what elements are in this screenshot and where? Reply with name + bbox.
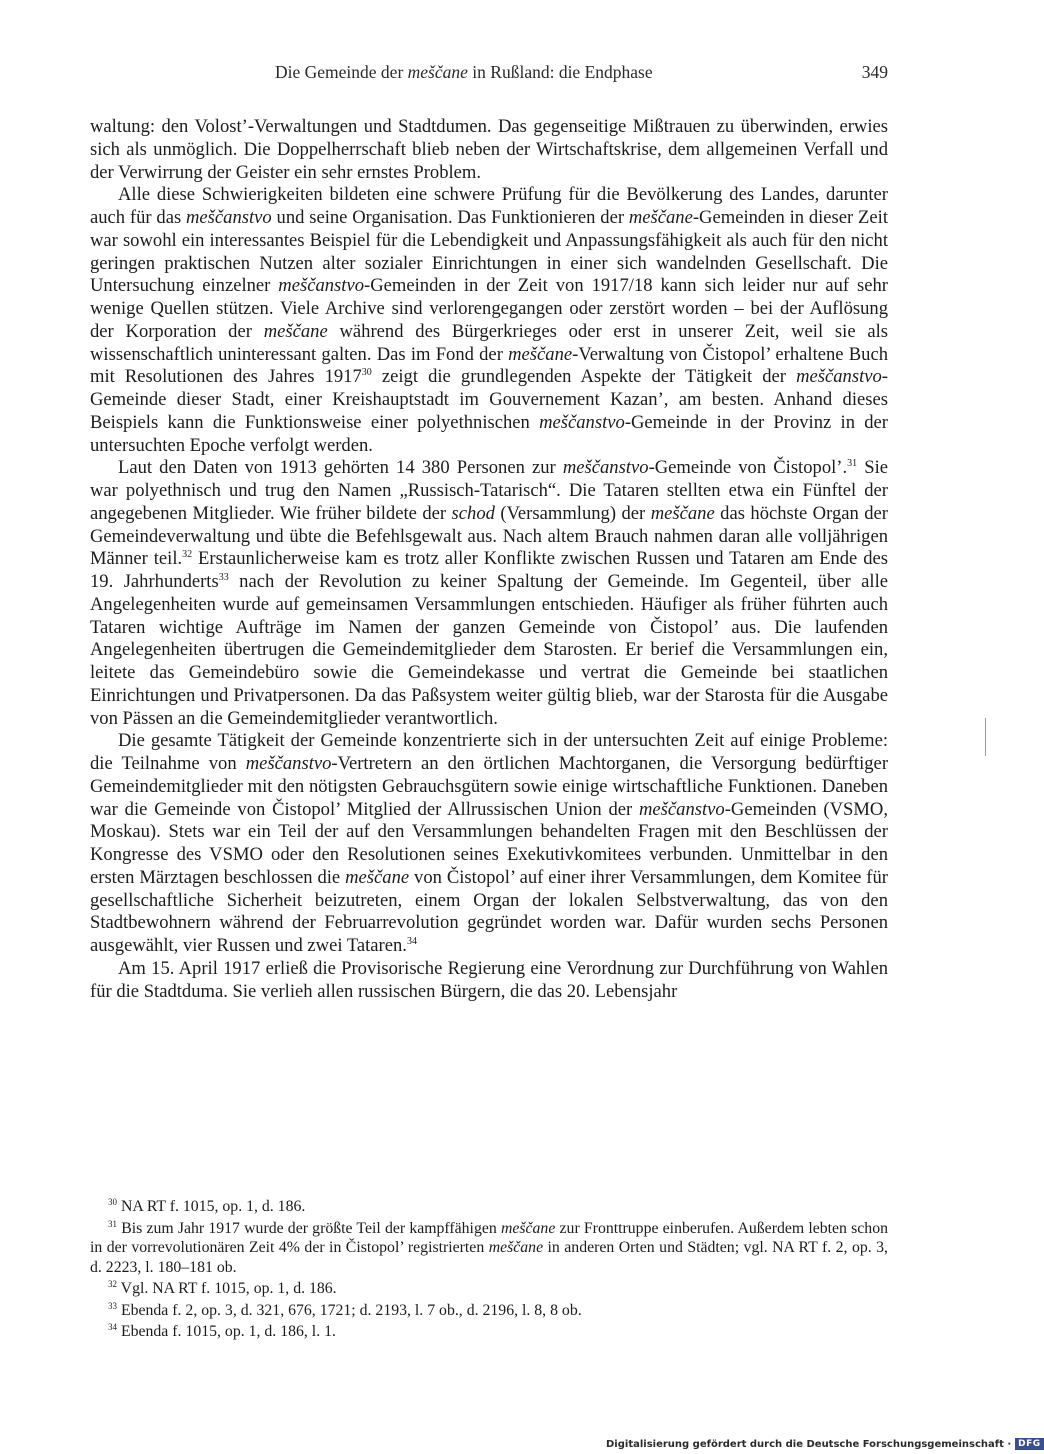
text-run: und seine Organisation. Das Funktionieren der (271, 207, 629, 228)
italic-term: meščane (345, 866, 410, 888)
footnote-ref: 33 (108, 1300, 117, 1311)
italic-term: meščane (508, 343, 573, 365)
text-run: nach der Revolution zu keiner Spaltung der Gemeinde. Im Gegenteil, über alle Angelegenheiten wurde auf gemeinsamen Versammlungen entschieden. Häufiger als früher führten auch Tataren wichtige Aufträge im Namen der ganzen Gemeinde von Čistopol’ aus. Die laufenden Angelegenheiten übertrugen die Gemeindemitglieder dem Starosten. Er berief die Versammlungen ein, leitete das Gemeindebüro sowie die Gemeindekasse und vertrat die Gemeinde bei staatlichen Einrichtungen und Privatpersonen. Da das Paßsystem weiter gültig blieb, war der Starosta für die Ausgabe von Pässen an die Gemeindemitglieder verantwortlich. (90, 571, 889, 729)
page-number: 349 (861, 62, 888, 82)
footnote-ref: 31 (108, 1218, 117, 1229)
italic-term: meščane (650, 502, 715, 524)
text-run: Laut den Daten von 1913 gehörten 14 380 Personen zur (118, 457, 563, 479)
text-run: Bis zum Jahr 1917 wurde der größte Teil der kampffähigen (117, 1219, 501, 1237)
text-run: -Gemeinde in der Provinz in der untersuchten Epoche verfolgt werden. (90, 411, 888, 456)
text-run: das höchste Organ der Gemeindeverwaltung und übte die Befehlsgewalt aus. Nach altem Brauch nahmen daran alle volljährigen Männer teil. (90, 502, 888, 570)
italic-term: meščanstvo (639, 798, 725, 820)
margin-mark (985, 718, 986, 756)
text-run: -Verwaltung von Čistopol’ erhaltene Buch mit Resolutionen des Jahres 1917 (90, 343, 889, 388)
italic-term: meščanstvo (539, 411, 625, 433)
footnote (90, 1301, 888, 1321)
text-run: von Čistopol’ auf einer ihrer Versammlungen, dem Komitee für gesellschaftliche Sicherheit beizutreten, einem Organ der lokalen Selbstverwaltung, das von den Stadtbewohnern während der Februarrevolution gegründet worden war. Dafür wurden sechs Personen ausgewählt, vier Russen und zwei Tataren. (90, 866, 888, 956)
italic-term: meščane (500, 1219, 556, 1237)
footnote-ref: 33 (218, 572, 229, 583)
text-run: -Vertretern an den örtlichen Machtorganen, die Versorgung bedürftiger Gemeindemitglieder mit den nötigsten Gebrauchsgütern sowie einige wirtschaftliche Funktionen. Daneben war die Gemeinde von Čistopol’ Mitglied der Allrussischen Union der (90, 753, 889, 820)
running-header (90, 62, 888, 88)
italic-term: schod (451, 502, 495, 524)
footnote-ref: 30 (361, 367, 372, 379)
text-run: Ebenda f. 2, op. 3, d. 321, 676, 1721; d. 2193, l. 7 ob., d. 2196, l. 8, 8 ob. (117, 1301, 582, 1319)
running-title-post: in Rußland: die Endphase (467, 62, 653, 82)
body-text (90, 116, 888, 1003)
footnote (90, 1197, 888, 1217)
italic-term: meščanstvo (562, 457, 649, 479)
text-run: -Gemeinde von Čistopol’. (648, 457, 848, 479)
text-run: Ebenda f. 1015, op. 1, d. 186, l. 1. (117, 1323, 336, 1340)
text-run: Die gesamte Tätigkeit der Gemeinde konzentrierte sich in der untersuchten Zeit auf einige Probleme: die Teilnahme von (90, 730, 888, 774)
italic-term: meščane (263, 320, 328, 342)
footnote-ref: 34 (406, 936, 417, 947)
funding-note (606, 1437, 1044, 1451)
paragraph (90, 457, 888, 730)
footnote-ref: 32 (182, 549, 193, 561)
italic-term: meščanstvo (245, 753, 332, 774)
text-run: in anderen Orten und Städten; vgl. NA RT f. 2, op. 3, d. 2223, l. 180–181 ob. (90, 1239, 888, 1276)
dfg-logo: DFG (1015, 1438, 1044, 1450)
paragraph (90, 730, 888, 958)
text-run: während des Bürgerkrieges oder erst in unserer Zeit, weil sie als wissenschaftlich uninteressant galten. Das im Fond der (90, 320, 888, 365)
text-run: NA RT f. 1015, op. 1, d. 186. (117, 1198, 306, 1215)
footnote-ref: 34 (108, 1322, 117, 1332)
text-run: -Gemeinden in der Zeit von 1917/18 kann sich leider nur auf sehr wenige Quellen stützen. Viele Archive sind verlorengegangen oder zerstört worden – bei der Auflösung der Korporation der (90, 275, 888, 342)
running-title-pre: Die Gemeinde der (275, 62, 408, 82)
italic-term: meščanstvo (796, 366, 882, 388)
text-run: -Gemeinde dieser Stadt, einer Kreishauptstadt im Gouvernement Kazan’, am besten. Anhand dieses Beispiels kann die Funktionsweise einer polyethnischen (90, 366, 888, 433)
text-run: -Gemeinden in dieser Zeit war sowohl ein interessantes Beispiel für die Lebendigkeit und Anpassungsfähigkeit als auch für den nicht geringen praktischen Nutzen alter sozialer Einrichtungen in einer sich wandelnden Gesellschaft. Die Untersuchung einzelner (90, 207, 888, 297)
italic-term: meščanstvo (186, 207, 272, 228)
text-run: -Gemeinden (VSMO, Moskau). Stets war ein Teil der auf den Versammlungen behandelten Fragen mit den Beschlüssen der Kongresse des VSMO oder den Resolutionen seines Exekutivkomitees verbunden. Unmittelbar in den ersten Märztagen beschlossen die (90, 798, 888, 888)
text-run: Vgl. NA RT f. 1015, op. 1, d. 186. (117, 1280, 337, 1297)
text-run: (Versammlung) der (494, 502, 651, 524)
italic-term: meščane (628, 207, 693, 228)
paragraph (90, 958, 888, 1004)
italic-term: meščanstvo (278, 275, 365, 297)
footnote-ref: 31 (847, 458, 858, 470)
footnotes (90, 1197, 888, 1344)
running-title-italic: meščane (407, 62, 468, 82)
footnote (90, 1322, 888, 1342)
text-run: zur Fronttruppe einberufen. Außerdem lebten schon in der vorrevolutionären Zeit 4% der in Čistopol’ registrierten (90, 1219, 888, 1256)
paragraph (90, 184, 888, 457)
footnote (90, 1219, 888, 1278)
italic-term: meščane (488, 1239, 544, 1256)
text-run: Am 15. April 1917 erließ die Provisorische Regierung eine Verordnung zur Durchführung von Wahlen für die Stadtduma. Sie verlieh allen russischen Bürgern, die das 20. Lebensjahr (90, 957, 888, 1002)
funding-text: Digitalisierung gefördert durch die Deutsche Forschungsgemeinschaft · (606, 1438, 1012, 1450)
text-run: Erstaunlicherweise kam es trotz aller Konflikte zwischen Russen und Tataren am Ende des 19. Jahrhunderts (90, 548, 888, 592)
footnote-ref: 30 (108, 1197, 117, 1207)
footnote (90, 1279, 888, 1299)
text-run: waltung: den Volost’-Verwaltungen und Stadtdumen. Das gegenseitige Mißtrauen zu überwinden, erwies sich als unmöglich. Die Doppelherrschaft blieb neben der Wirtschaftskrise, dem allgemeinen Verfall und der Verwirrung der Geister ein sehr ernstes Problem. (90, 116, 888, 183)
running-title (275, 62, 653, 83)
text-run: zeigt die grundlegenden Aspekte der Tätigkeit der (371, 366, 797, 388)
paragraph (90, 116, 888, 184)
footnote-ref: 32 (108, 1279, 117, 1289)
text-run: Sie war polyethnisch und trug den Namen „Russisch-Tatarisch“. Die Tataren stellten etwa ein Fünftel der angegebenen Mitglieder. Wie früher bildete der (90, 457, 888, 524)
text-run: Alle diese Schwierigkeiten bildeten eine schwere Prüfung für die Bevölkerung des Landes, darunter auch für das (90, 184, 888, 228)
